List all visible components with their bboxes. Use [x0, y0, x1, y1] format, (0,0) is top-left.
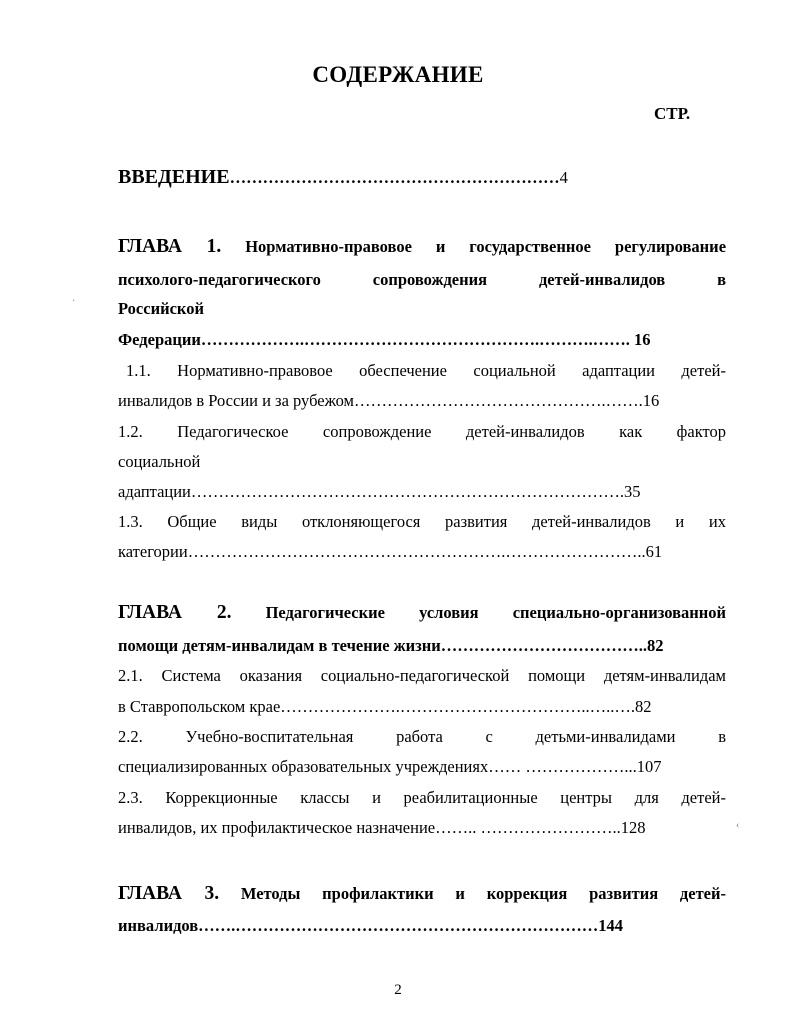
- toc-chapter-1-heading: [118, 236, 726, 258]
- scan-speck: ‹: [736, 820, 740, 831]
- chapter-2-title-line-1: Педагогические условия специально-организованной: [265, 603, 727, 622]
- toc-section-1-1-line-2: инвалидов в России и за рубежом……………………………………….…….16: [118, 391, 660, 410]
- chapter-2-prefix: ГЛАВА 2.: [118, 602, 232, 623]
- page-title: СОДЕРЖАНИЕ: [312, 62, 484, 87]
- toc-chapter-3-heading: [118, 883, 726, 905]
- toc-section-2-1-line-1: 2.1. Система оказания социально-педагогической помощи детям-инвалидам: [118, 666, 726, 685]
- chapter-3-title-line-1: Методы профилактики и коррекция развития детей-: [240, 884, 726, 903]
- toc-section-1-1-line-1: 1.1. Нормативно-правовое обеспечение социальной адаптации детей-: [126, 361, 726, 380]
- chapter-3-title-line-2: инвалидов…….…………………………………………………………144: [118, 916, 624, 935]
- toc-section-1-2-line-1: 1.2. Педагогическое сопровождение детей-инвалидов как фактор: [118, 422, 726, 441]
- chapter-1-prefix: ГЛАВА 1.: [118, 236, 222, 257]
- toc-section-2-2-line-2: специализированных образовательных учреждениях…… ………………...107: [118, 757, 662, 776]
- toc-section-1-2-line-2: социальной: [118, 452, 201, 471]
- toc-entry-introduction: [118, 166, 726, 189]
- toc-chapter-2-heading: [118, 602, 726, 624]
- page-number: 2: [394, 982, 402, 998]
- toc-section-1-2-line-3: адаптации…………………………………………………………………….35: [118, 482, 641, 501]
- toc-section-2-2-line-1: 2.2. Учебно-воспитательная работа с детьми-инвалидами в: [118, 727, 726, 746]
- chapter-1-title-line-2: психолого-педагогического сопровождения детей-инвалидов в: [118, 270, 726, 289]
- toc-section-1-3-line-2: категории………………………………………………….……………………..61: [118, 542, 663, 561]
- toc-section-2-3-line-1: 2.3. Коррекционные классы и реабилитационные центры для детей-: [118, 788, 726, 807]
- chapter-1-title-line-4: Федерации……………….…………………………………….……….……. 16: [118, 330, 651, 349]
- chapter-2-title-line-2: помощи детям-инвалидам в течение жизни………………………………..82: [118, 636, 664, 655]
- chapter-3-prefix: ГЛАВА 3.: [118, 883, 220, 904]
- toc-section-2-3-line-2: инвалидов, их профилактическое назначение…….. ……………………..128: [118, 818, 646, 837]
- page-column-label: СТР.: [654, 104, 691, 123]
- scan-speck: ·: [72, 296, 76, 307]
- toc-section-1-3-line-1: 1.3. Общие виды отклоняющегося развития детей-инвалидов и их: [118, 512, 726, 531]
- intro-page: 4: [559, 168, 568, 187]
- intro-dots: ……………………………………………………: [229, 168, 560, 187]
- intro-label: ВВЕДЕНИЕ: [118, 166, 230, 188]
- chapter-1-title-line-1: Нормативно-правовое и государственное регулирование: [245, 237, 727, 256]
- toc-section-2-1-line-2: в Ставропольском крае………………….……………………………..…..….82: [118, 697, 652, 716]
- chapter-1-title-line-3: Российской: [118, 299, 204, 318]
